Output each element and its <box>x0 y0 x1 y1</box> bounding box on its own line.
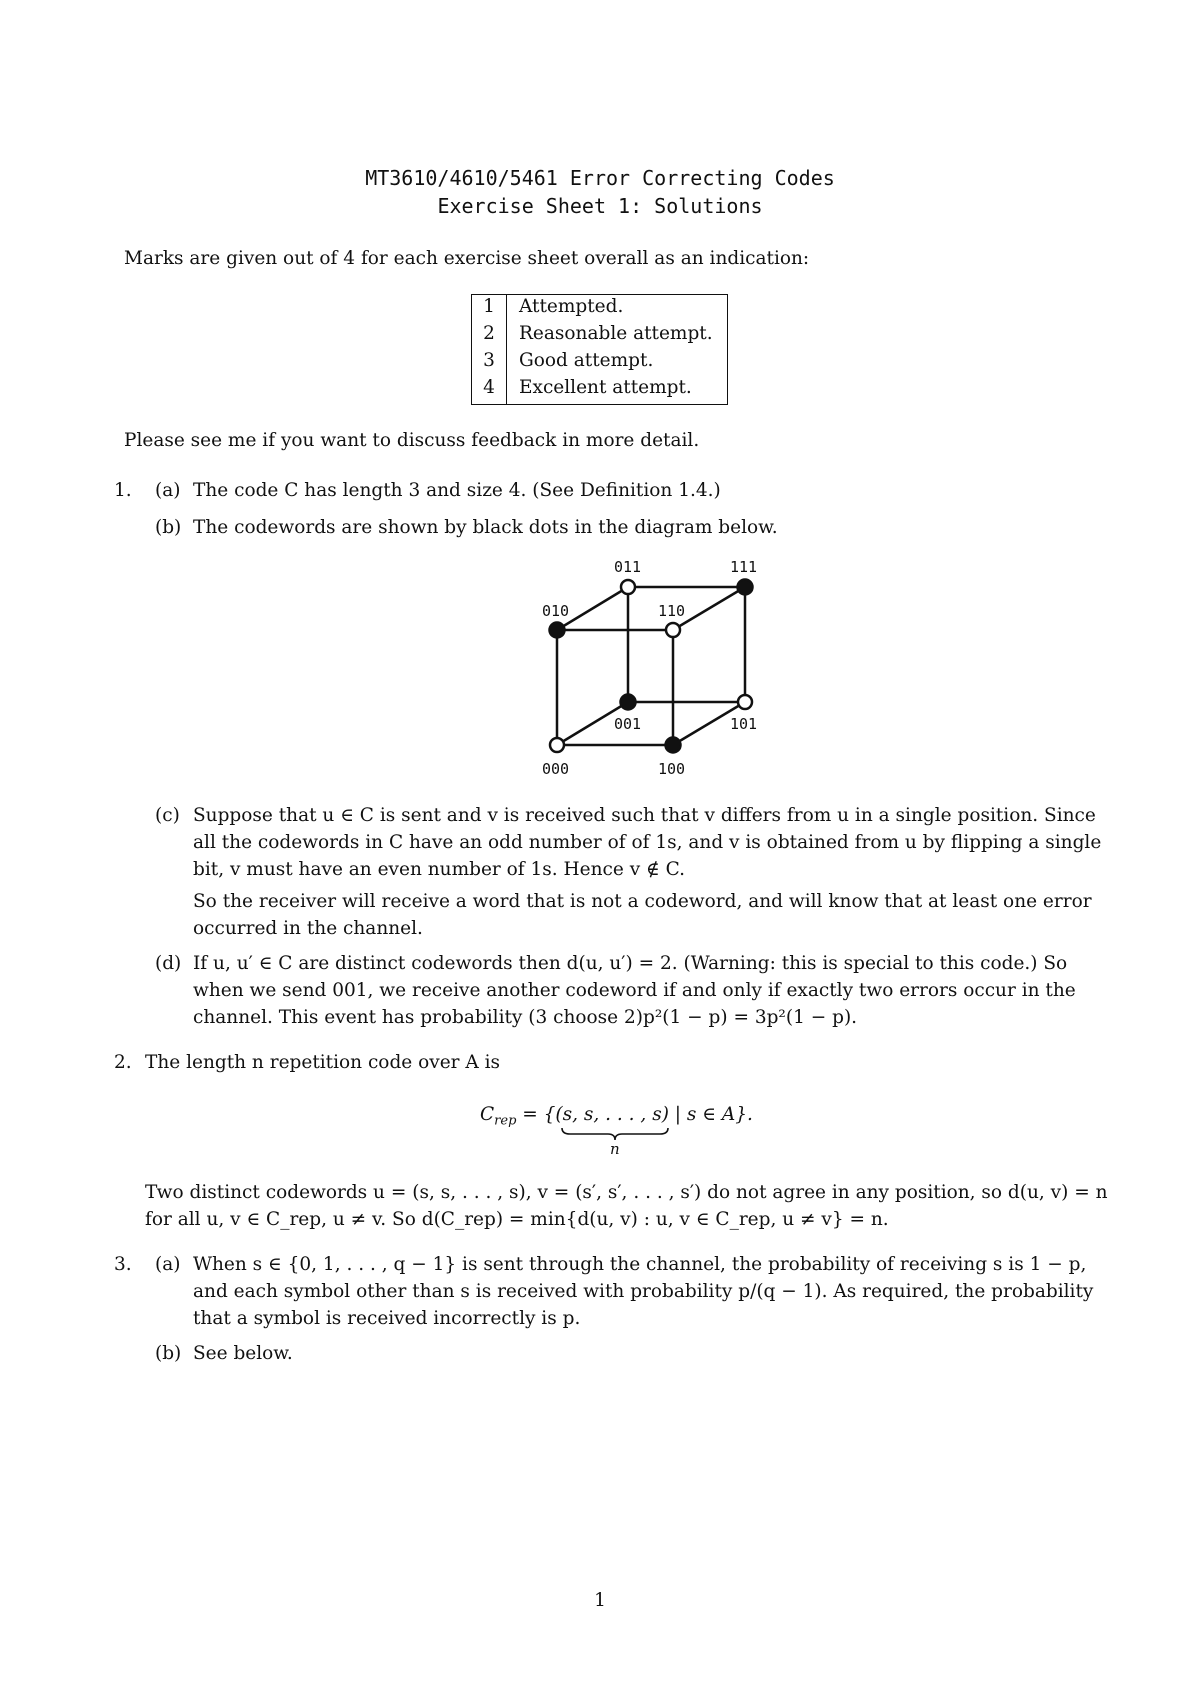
q3a-line: that a symbol is received incorrectly is p. <box>193 1308 581 1329</box>
vertex-label: 000 <box>542 760 570 778</box>
page-subtitle: Exercise Sheet 1: Solutions <box>437 194 763 218</box>
vertex-110 <box>666 623 680 637</box>
q1d-label: (d) <box>155 953 182 974</box>
formula-body: = {(s, s, . . . , s) | s ∈ A}. <box>516 1104 753 1125</box>
q1c-line: occurred in the channel. <box>193 918 423 939</box>
q1-number: 1. <box>114 480 132 501</box>
mark-value: 3 <box>483 350 495 371</box>
q2-formula <box>480 1104 753 1129</box>
vertex-label: 101 <box>730 715 758 733</box>
vertex-001 <box>621 695 636 710</box>
formula-symbol: C <box>480 1104 495 1125</box>
vertex-label: 010 <box>542 602 570 620</box>
intro-text: Marks are given out of 4 for each exercise sheet overall as an indication: <box>124 248 810 269</box>
mark-value: 4 <box>483 377 495 398</box>
q3a-line: When s ∈ {0, 1, . . . , q − 1} is sent through the channel, the probability of receiving s is 1 − p, <box>193 1254 1087 1275</box>
q1b-label: (b) <box>155 517 182 538</box>
vertex-label: 001 <box>614 715 642 733</box>
q1d-line: channel. This event has probability (3 choose 2)p²(1 − p) = 3p²(1 − p). <box>193 1007 858 1028</box>
q1a-text: The code C has length 3 and size 4. (See Definition 1.4.) <box>193 480 721 501</box>
vertex-111 <box>738 580 753 595</box>
vertex-000 <box>550 738 564 752</box>
q1d-line: If u, u′ ∈ C are distinct codewords then d(u, u′) = 2. (Warning: this is special to this code.) So <box>193 953 1068 974</box>
mark-description: Excellent attempt. <box>519 377 692 398</box>
q1b-text: The codewords are shown by black dots in the diagram below. <box>193 517 778 538</box>
mark-value: 1 <box>483 296 495 317</box>
q1c-line: So the receiver will receive a word that is not a codeword, and will know that at least one error <box>193 891 1092 912</box>
q1a-label: (a) <box>155 480 181 501</box>
mark-description: Good attempt. <box>519 350 654 371</box>
mark-description: Reasonable attempt. <box>519 323 713 344</box>
vertex-label: 100 <box>658 760 686 778</box>
vertex-010 <box>550 623 565 638</box>
formula-subscript: rep <box>494 1113 517 1129</box>
underbrace-label: n <box>610 1140 620 1158</box>
mark-description: Attempted. <box>519 296 624 317</box>
vertex-101 <box>738 695 752 709</box>
q3-number: 3. <box>114 1254 132 1275</box>
q1c-line: Suppose that u ∈ C is sent and v is received such that v differs from u in a single position. Since <box>193 805 1096 826</box>
q1c-line: bit, v must have an even number of 1s. Hence v ∉ C. <box>193 859 685 880</box>
vertex-011 <box>621 580 635 594</box>
q1c-label: (c) <box>155 805 180 826</box>
feedback-note: Please see me if you want to discuss feedback in more detail. <box>124 430 700 451</box>
q3a-line: and each symbol other than s is received with probability p/(q − 1). As required, the probability <box>193 1281 1094 1302</box>
q2-number: 2. <box>114 1052 132 1073</box>
q3b-label: (b) <box>155 1343 182 1364</box>
q2-line: Two distinct codewords u = (s, s, . . . , s), v = (s′, s′, . . . , s′) do not agree in any position, so d(u, v) = n <box>145 1182 1108 1203</box>
page-number: 1 <box>594 1590 606 1611</box>
page-title: MT3610/4610/5461 Error Correcting Codes <box>365 166 835 190</box>
q3a-label: (a) <box>155 1254 181 1275</box>
q3b-text: See below. <box>193 1343 293 1364</box>
vertex-label: 011 <box>614 558 642 576</box>
q1d-line: when we send 001, we receive another codeword if and only if exactly two errors occur in the <box>193 980 1076 1001</box>
mark-value: 2 <box>483 323 495 344</box>
q1c-line: all the codewords in C have an odd number of of 1s, and v is obtained from u by flipping a single <box>193 832 1102 853</box>
q2-line: for all u, v ∈ C_rep, u ≠ v. So d(C_rep) = min{d(u, v) : u, v ∈ C_rep, u ≠ v} = n. <box>145 1209 889 1230</box>
vertex-label: 111 <box>730 558 758 576</box>
q2-intro: The length n repetition code over A is <box>145 1052 501 1073</box>
vertex-100 <box>666 738 681 753</box>
vertex-label: 110 <box>658 602 686 620</box>
